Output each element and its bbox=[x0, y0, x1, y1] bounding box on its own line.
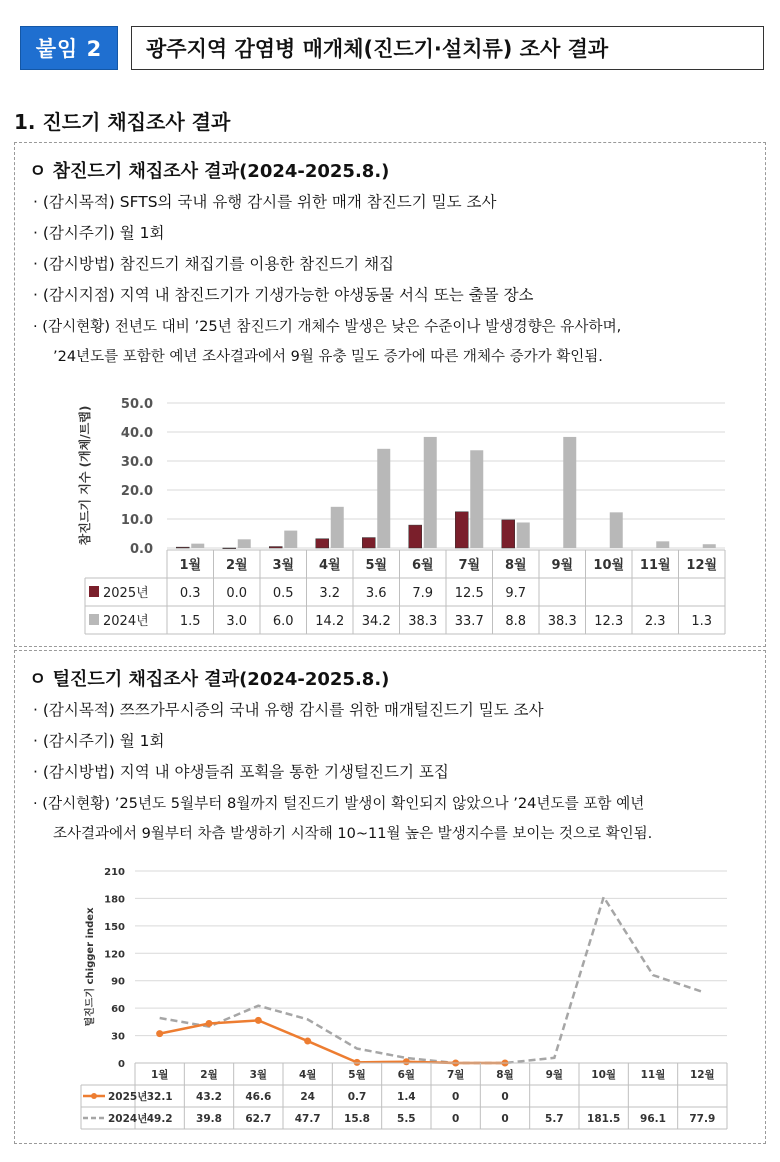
line-data-label-2025: 0 bbox=[452, 1091, 460, 1103]
line-data-label-2025: 0 bbox=[501, 1091, 509, 1103]
line-data-label-2024: 5.7 bbox=[545, 1113, 564, 1125]
line-data-label-2024: 15.8 bbox=[344, 1113, 370, 1125]
bar-x-tick-label: 9월 bbox=[551, 558, 574, 573]
line-x-tick-label: 6월 bbox=[397, 1069, 416, 1081]
line-x-tick-label: 10월 bbox=[591, 1069, 617, 1081]
bar-data-label-2024: 14.2 bbox=[315, 614, 345, 629]
line-x-tick-label: 9월 bbox=[545, 1069, 564, 1081]
bar-data-label-2024: 2.3 bbox=[644, 614, 666, 629]
bar-y-tick-label: 30.0 bbox=[120, 455, 153, 470]
bar-2024 bbox=[191, 544, 204, 548]
line-point-2025 bbox=[304, 1038, 311, 1045]
bar-x-tick-label: 4월 bbox=[318, 558, 341, 573]
chigger-bullet-purpose: · (감시목적) 쯔쯔가무시증의 국내 유행 감시를 위한 매개털진드기 밀도 조사 bbox=[33, 701, 544, 719]
bar-y-tick-label: 40.0 bbox=[120, 426, 153, 441]
bar-data-label-2025: 12.5 bbox=[454, 586, 484, 601]
bar-2024 bbox=[331, 507, 344, 548]
bar-2025 bbox=[455, 512, 468, 548]
line-x-tick-label: 7월 bbox=[446, 1069, 465, 1081]
bar-data-label-2025: 0.0 bbox=[226, 586, 248, 601]
line-point-2025 bbox=[156, 1030, 163, 1037]
bar-2024 bbox=[703, 544, 716, 548]
line-point-2025 bbox=[354, 1059, 361, 1066]
bar-x-tick-label: 12월 bbox=[686, 558, 718, 573]
bar-y-tick-label: 10.0 bbox=[120, 513, 153, 528]
bar-data-label-2025: 0.3 bbox=[179, 586, 201, 601]
bar-data-label-2024: 3.0 bbox=[226, 614, 248, 629]
line-data-label-2025: 46.6 bbox=[245, 1091, 272, 1103]
bar-x-tick-label: 6월 bbox=[411, 558, 434, 573]
bar-2024 bbox=[284, 531, 297, 548]
bar-2025 bbox=[316, 539, 329, 548]
line-data-label-2024: 77.9 bbox=[689, 1113, 716, 1125]
tick-bullet-purpose: · (감시목적) SFTS의 국내 유행 감시를 위한 매개 참진드기 밀도 조사 bbox=[33, 193, 497, 211]
line-x-tick-label: 4월 bbox=[298, 1069, 317, 1081]
bar-data-label-2024: 38.3 bbox=[547, 614, 577, 629]
line-series-2025 bbox=[160, 1020, 505, 1063]
bar-2025 bbox=[362, 538, 375, 548]
chigger-bullet-status-cont: 조사결과에서 9월부터 차츰 발생하기 시작해 10~11월 높은 발생지수를 보이는 것으로 확인됨. bbox=[53, 826, 653, 842]
line-x-tick-label: 1월 bbox=[150, 1069, 169, 1081]
section-title: 1. 진드기 채집조사 결과 bbox=[14, 110, 231, 134]
line-data-label-2024: 0 bbox=[501, 1113, 509, 1125]
line-y-tick-label: 90 bbox=[111, 976, 125, 988]
document-title: 광주지역 감염병 매개체(진드기·설치류) 조사 결과 bbox=[131, 26, 764, 70]
line-data-label-2024: 39.8 bbox=[196, 1113, 222, 1125]
bar-data-label-2024: 8.8 bbox=[505, 614, 527, 629]
bar-2024 bbox=[610, 512, 623, 548]
tick-bullet-list bbox=[33, 187, 755, 373]
bar-2025 bbox=[176, 547, 189, 548]
line-data-label-2024: 96.1 bbox=[640, 1113, 666, 1125]
chigger-subsection-title: ㅇ 털진드기 채집조사 결과(2024-2025.8.) bbox=[29, 669, 390, 690]
bar-data-label-2025: 9.7 bbox=[505, 586, 527, 601]
bar-y-axis-label: 참진드기 지수 (개체/트랩) bbox=[78, 405, 92, 546]
bar-data-label-2025: 3.6 bbox=[365, 586, 387, 601]
line-data-label-2025: 0.7 bbox=[347, 1091, 367, 1103]
tick-bullet-status: · (감시현황) 전년도 대비 ’25년 참진드기 개체수 발생은 낮은 수준이나 발생경향은 유사하며, bbox=[33, 318, 622, 335]
line-legend-label: 2024년 bbox=[108, 1113, 148, 1125]
line-data-label-2024: 62.7 bbox=[245, 1113, 272, 1125]
bar-x-tick-label: 2월 bbox=[225, 558, 248, 573]
bar-legend-label: 2024년 bbox=[103, 614, 149, 629]
chigger-line-chart bbox=[15, 861, 765, 1143]
line-y-tick-label: 150 bbox=[104, 921, 125, 933]
bar-x-tick-label: 1월 bbox=[179, 558, 202, 573]
bar-y-tick-label: 50.0 bbox=[120, 397, 153, 412]
line-data-label-2025: 32.1 bbox=[146, 1091, 173, 1103]
line-point-2025 bbox=[403, 1058, 410, 1065]
bar-x-tick-label: 5월 bbox=[365, 558, 388, 573]
tick-survey-panel bbox=[14, 142, 766, 647]
line-y-tick-label: 210 bbox=[104, 867, 125, 878]
line-data-label-2024: 49.2 bbox=[146, 1113, 173, 1125]
bar-2025 bbox=[409, 525, 422, 548]
tick-bullet-method: · (감시방법) 참진드기 채집기를 이용한 참진드기 채집 bbox=[33, 255, 395, 273]
line-x-tick-label: 12월 bbox=[689, 1069, 715, 1081]
bar-data-label-2024: 1.5 bbox=[179, 614, 201, 629]
line-y-tick-label: 120 bbox=[104, 949, 125, 961]
line-data-label-2024: 5.5 bbox=[397, 1113, 416, 1125]
line-data-label-2024: 0 bbox=[452, 1113, 460, 1125]
bar-2025 bbox=[223, 548, 236, 549]
bar-data-label-2024: 34.2 bbox=[361, 614, 391, 629]
line-point-2025 bbox=[206, 1020, 213, 1027]
line-x-tick-label: 2월 bbox=[200, 1069, 218, 1081]
chigger-bullet-cycle: · (감시주기) 월 1회 bbox=[33, 732, 165, 750]
chigger-survey-panel bbox=[14, 650, 766, 1144]
line-legend-label: 2025년 bbox=[108, 1091, 148, 1103]
line-y-tick-label: 60 bbox=[111, 1004, 125, 1016]
bar-data-label-2024: 6.0 bbox=[272, 614, 294, 629]
tick-bullet-cycle: · (감시주기) 월 1회 bbox=[33, 224, 165, 242]
line-y-axis-label: 털진드기 chigger index bbox=[85, 907, 96, 1027]
line-series-2024 bbox=[160, 897, 703, 1063]
bar-x-tick-label: 3월 bbox=[272, 558, 295, 573]
chigger-bullet-status: · (감시현황) ’25년도 5월부터 8월까지 털진드기 발생이 확인되지 않았으나 ’24년도를 포함 예년 bbox=[33, 795, 645, 812]
tick-bar-chart bbox=[15, 391, 765, 646]
line-y-tick-label: 0 bbox=[118, 1059, 125, 1070]
attachment-badge: 붙임 2 bbox=[20, 26, 118, 70]
line-data-label-2025: 1.4 bbox=[397, 1091, 416, 1103]
line-point-2025 bbox=[255, 1017, 262, 1024]
line-x-tick-label: 8월 bbox=[496, 1069, 514, 1081]
line-data-label-2024: 47.7 bbox=[294, 1113, 321, 1125]
bar-2025 bbox=[269, 547, 282, 548]
bar-x-tick-label: 7월 bbox=[458, 558, 481, 573]
bar-data-label-2025: 7.9 bbox=[412, 586, 434, 601]
bar-2024 bbox=[470, 450, 483, 548]
line-x-tick-label: 11월 bbox=[640, 1069, 666, 1081]
bar-legend-key bbox=[89, 586, 99, 597]
bar-data-label-2025: 3.2 bbox=[319, 586, 341, 601]
bar-2024 bbox=[563, 437, 576, 548]
bar-2024 bbox=[238, 539, 251, 548]
bar-2024 bbox=[377, 449, 390, 548]
line-x-tick-label: 3월 bbox=[249, 1069, 268, 1081]
line-x-tick-label: 5월 bbox=[348, 1069, 366, 1081]
document-header bbox=[20, 26, 764, 70]
bar-x-tick-label: 10월 bbox=[593, 558, 625, 573]
bar-2024 bbox=[517, 522, 530, 548]
bar-x-tick-label: 11월 bbox=[639, 558, 671, 573]
bar-y-tick-label: 20.0 bbox=[120, 484, 153, 499]
bar-2024 bbox=[424, 437, 437, 548]
line-y-tick-label: 180 bbox=[104, 894, 125, 906]
bar-2025 bbox=[502, 520, 515, 548]
bar-y-tick-label: 0.0 bbox=[129, 542, 153, 557]
line-legend-marker bbox=[91, 1093, 97, 1099]
bar-data-label-2024: 38.3 bbox=[408, 614, 438, 629]
bar-legend-label: 2025년 bbox=[103, 586, 149, 601]
tick-bullet-status-cont: ’24년도를 포함한 예년 조사결과에서 9월 유충 밀도 증가에 따른 개체수 증가가 확인됨. bbox=[53, 349, 603, 365]
bar-data-label-2025: 0.5 bbox=[272, 586, 294, 601]
chigger-bullet-list bbox=[33, 695, 755, 850]
line-y-tick-label: 30 bbox=[111, 1031, 125, 1043]
bar-legend-key bbox=[89, 614, 99, 625]
bar-data-label-2024: 1.3 bbox=[691, 614, 713, 629]
chigger-bullet-method: · (감시방법) 지역 내 야생들쥐 포획을 통한 기생털진드기 포집 bbox=[33, 763, 449, 781]
bar-data-label-2024: 33.7 bbox=[454, 614, 484, 629]
line-data-label-2025: 24 bbox=[300, 1091, 315, 1103]
bar-x-tick-label: 8월 bbox=[504, 558, 527, 573]
line-data-label-2024: 181.5 bbox=[587, 1113, 621, 1125]
tick-bullet-site: · (감시지점) 지역 내 참진드기가 기생가능한 야생동물 서식 또는 출몰 장소 bbox=[33, 286, 534, 304]
bar-2024 bbox=[656, 541, 669, 548]
tick-subsection-title: ㅇ 참진드기 채집조사 결과(2024-2025.8.) bbox=[29, 161, 390, 182]
bar-data-label-2024: 12.3 bbox=[594, 614, 624, 629]
line-data-label-2025: 43.2 bbox=[196, 1091, 222, 1103]
